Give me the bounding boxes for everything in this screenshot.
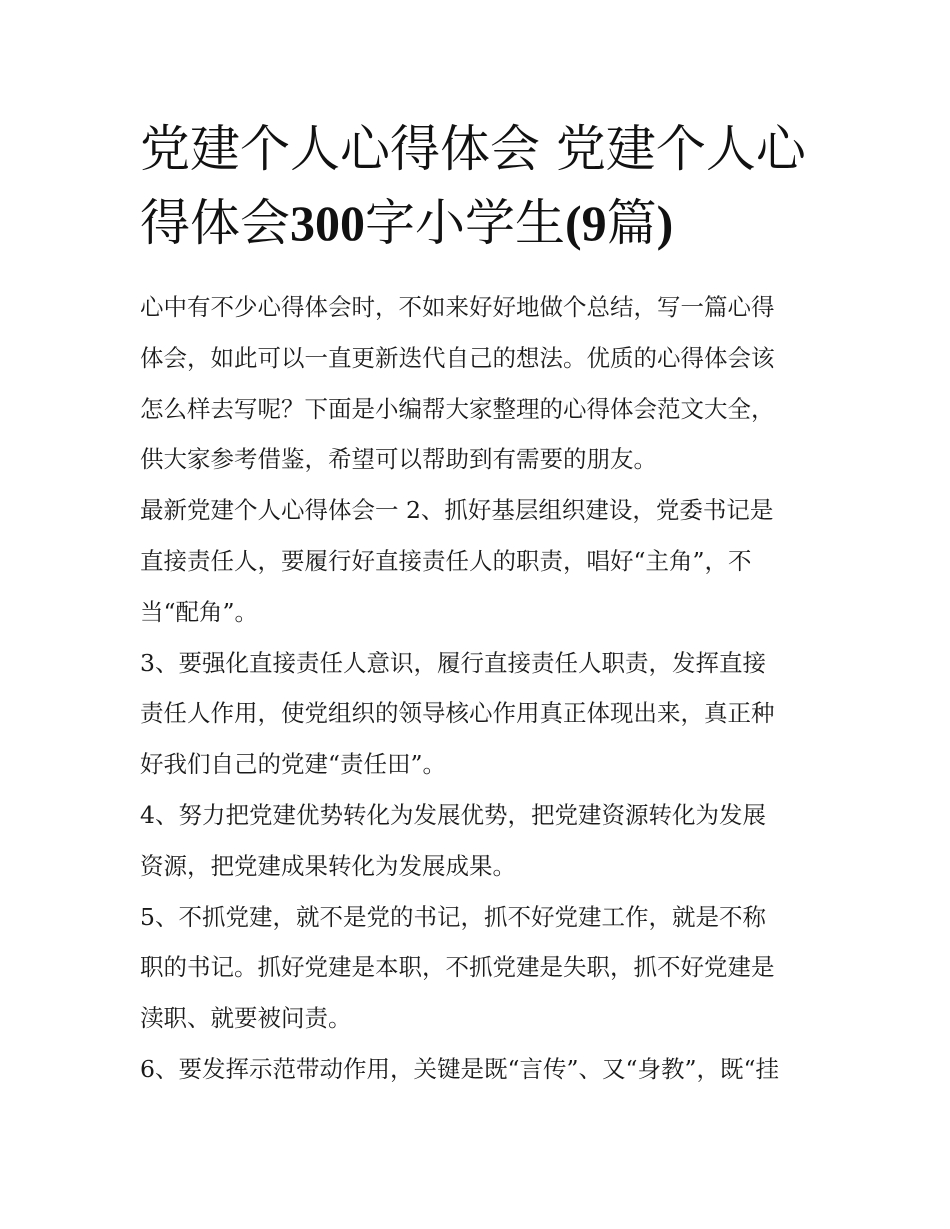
paragraph-item-5 <box>140 892 820 1044</box>
text-line: 直接责任人，要履行好直接责任人的职责，唱好“主角”，不 <box>140 546 752 575</box>
paragraph-item-4 <box>140 790 820 892</box>
text-line: 怎么样去写呢？下面是小编帮大家整理的心得体会范文大全， <box>140 394 775 423</box>
text-line: 5、不抓党建，就不是党的书记，抓不好党建工作，就是不称 <box>140 902 766 931</box>
paragraph-item-3 <box>140 638 820 790</box>
title-line-2 <box>140 186 820 260</box>
text-line: 渎职、就要被问责。 <box>140 1004 352 1033</box>
text-line: 责任人作用，使党组织的领导核心作用真正体现出来，真正种 <box>140 699 775 728</box>
paragraph-item-6 <box>140 1044 820 1095</box>
text-line: 6、要发挥示范带动作用，关键是既“言传”、又“身教”，既“挂 <box>140 1054 780 1083</box>
text-line: 好我们自己的党建“责任田”。 <box>140 750 447 779</box>
text-line: 职的书记。抓好党建是本职，不抓党建是失职，抓不好党建是 <box>140 953 775 982</box>
text-line: 供大家参考借鉴，希望可以帮助到有需要的朋友。 <box>140 445 657 474</box>
text-line: 资源，把党建成果转化为发展成果。 <box>140 851 516 880</box>
title-line-1: 党建个人心得体会 党建个人心 <box>140 120 806 178</box>
title-line-2-text: 得体会300字小学生(9篇) <box>140 194 674 252</box>
text-line: 当“配角”。 <box>140 597 259 626</box>
title-number-fragment: ) <box>656 195 674 251</box>
text-line: 心中有不少心得体会时，不如来好好地做个总结，写一篇心得 <box>140 293 775 321</box>
paragraph-item-2 <box>140 485 820 637</box>
paragraph-intro <box>140 282 820 485</box>
document-body <box>140 282 820 1095</box>
document-title <box>140 112 820 260</box>
text-line: 4、努力把党建优势转化为发展优势，把党建资源转化为发展 <box>140 800 766 829</box>
text-line: 最新党建个人心得体会一 2、抓好基层组织建设，党委书记是 <box>140 496 774 525</box>
title-number-fragment: 300 <box>290 195 365 251</box>
title-number-fragment: (9 <box>565 195 607 251</box>
text-line: 3、要强化直接责任人意识，履行直接责任人职责，发挥直接 <box>140 648 766 677</box>
text-line: 体会，如此可以一直更新迭代自己的想法。优质的心得体会该 <box>140 343 775 372</box>
